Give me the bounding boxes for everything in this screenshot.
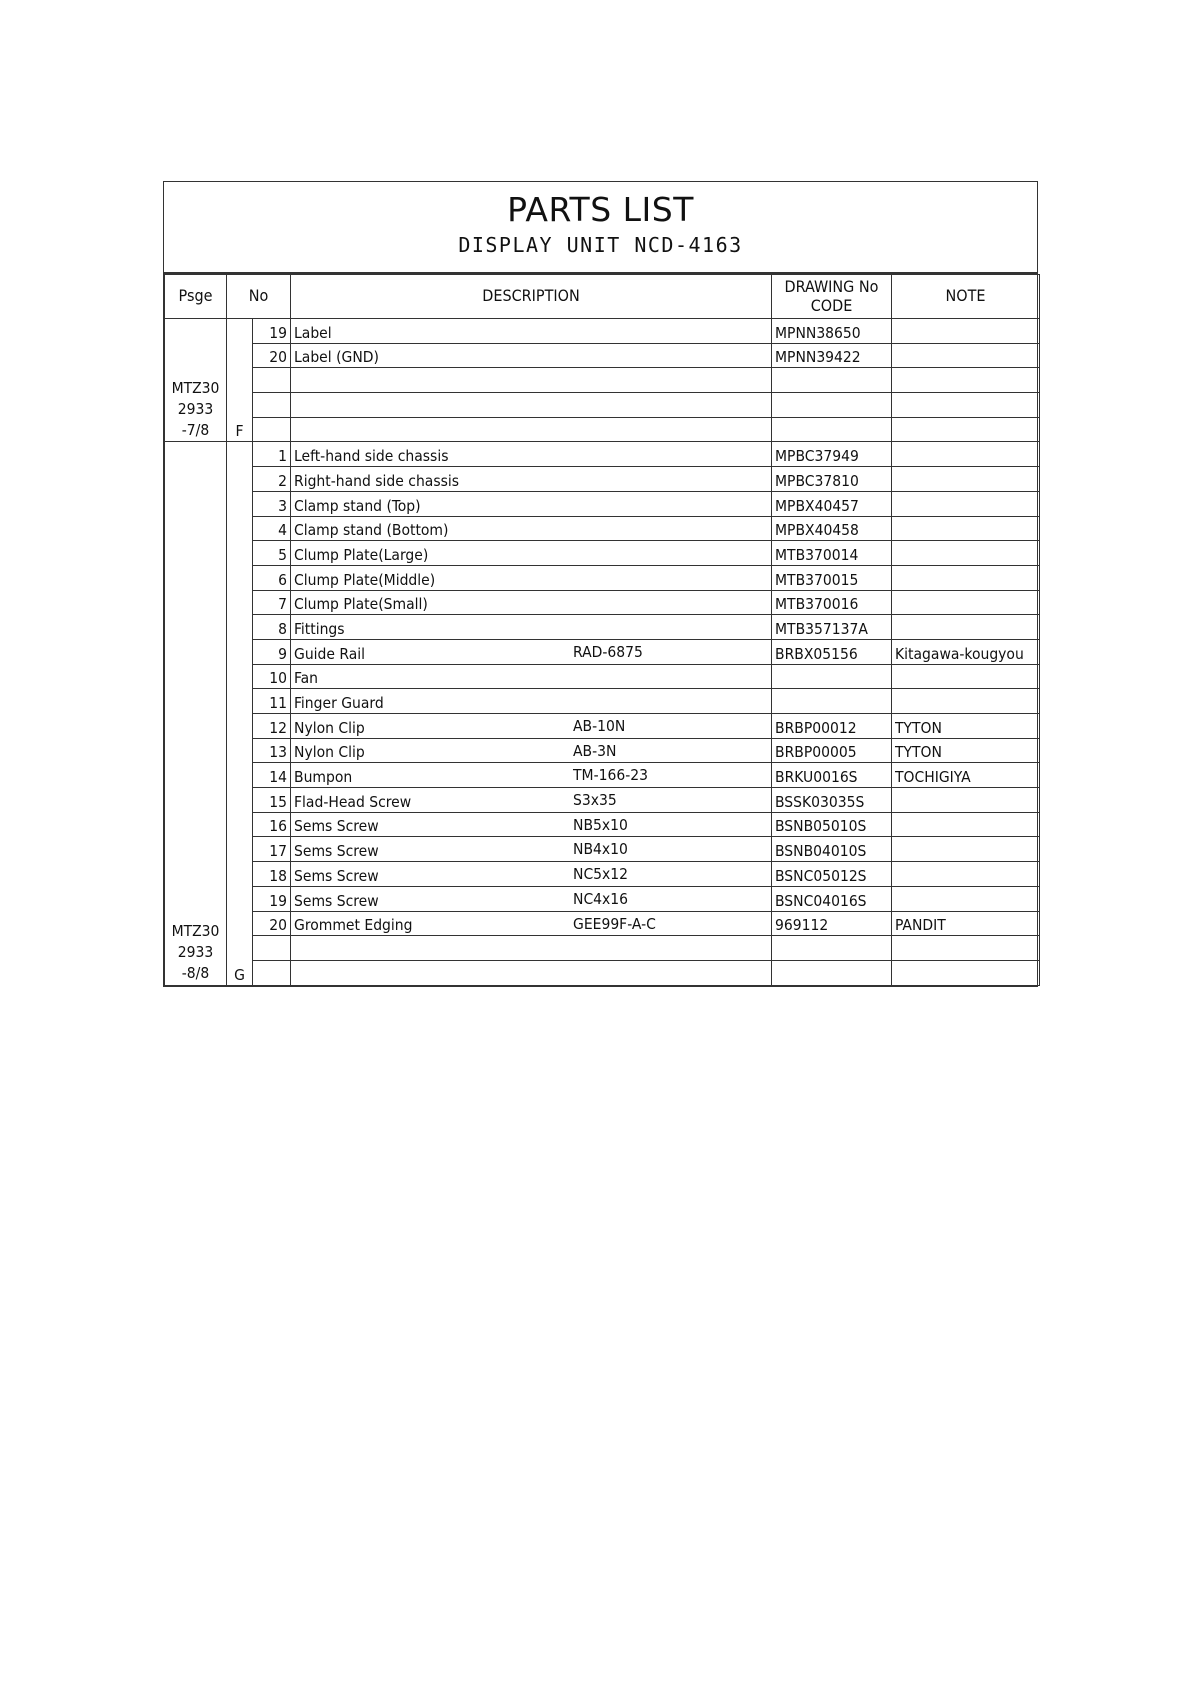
item-note: [892, 862, 1040, 887]
item-description-cell: [291, 862, 772, 887]
item-code: MPNN38650: [772, 319, 892, 344]
item-code: [772, 393, 892, 418]
item-note: [892, 590, 1040, 615]
item-note: [892, 442, 1040, 467]
item-code: MTB370014: [772, 541, 892, 566]
item-description-cell: [291, 837, 772, 862]
header-note: NOTE: [892, 275, 1040, 319]
section-letter: G: [227, 442, 253, 985]
page-ref-cell: [165, 442, 227, 985]
item-description-cell: [291, 960, 772, 985]
item-note: Kitagawa-kougyou: [892, 639, 1040, 664]
table-row: [165, 541, 1040, 566]
item-number: 1: [253, 442, 291, 467]
item-description: Grommet Edging: [294, 916, 413, 935]
parts-table-body: [165, 319, 1040, 986]
item-code: [772, 689, 892, 714]
item-number: 20: [253, 911, 291, 936]
item-description: Clamp stand (Top): [294, 496, 421, 515]
page-ref-line: -7/8: [181, 420, 210, 439]
item-note: [892, 886, 1040, 911]
item-code: [772, 417, 892, 442]
item-model: NC5x12: [573, 865, 629, 884]
item-note: [892, 936, 1040, 961]
item-description: Label: [294, 323, 332, 342]
item-description-cell: [291, 911, 772, 936]
item-number: 7: [253, 590, 291, 615]
table-row: [165, 491, 1040, 516]
item-note: [892, 960, 1040, 985]
item-model: NB4x10: [573, 840, 628, 859]
item-number: 16: [253, 812, 291, 837]
page-ref-line: MTZ30: [171, 921, 220, 940]
item-note: [892, 812, 1040, 837]
item-description: Clump Plate(Middle): [294, 570, 436, 589]
table-row: [165, 911, 1040, 936]
header-drawing-code: [772, 275, 892, 319]
item-note: [892, 541, 1040, 566]
table-row: [165, 936, 1040, 961]
item-description: Fan: [294, 669, 318, 688]
table-row: [165, 689, 1040, 714]
item-number: 14: [253, 763, 291, 788]
item-note: [892, 689, 1040, 714]
item-code: BSNC04016S: [772, 886, 892, 911]
item-code: MTB370015: [772, 565, 892, 590]
item-description-cell: [291, 689, 772, 714]
item-number: 9: [253, 639, 291, 664]
item-code: BRBP00012: [772, 714, 892, 739]
page-ref-line: MTZ30: [171, 378, 220, 397]
item-description: Sems Screw: [294, 866, 379, 885]
item-note: [892, 393, 1040, 418]
item-description-cell: [291, 516, 772, 541]
item-number: [253, 368, 291, 393]
item-number: 13: [253, 738, 291, 763]
table-row: [165, 565, 1040, 590]
item-model: AB-3N: [573, 741, 617, 760]
item-note: [892, 837, 1040, 862]
item-code: MPBC37810: [772, 467, 892, 492]
item-note: [892, 368, 1040, 393]
item-code: MTB357137A: [772, 615, 892, 640]
item-description: Sems Screw: [294, 817, 379, 836]
item-note: [892, 417, 1040, 442]
table-row: [165, 368, 1040, 393]
item-number: [253, 960, 291, 985]
item-number: 17: [253, 837, 291, 862]
item-code: [772, 936, 892, 961]
item-number: 19: [253, 319, 291, 344]
item-description-cell: [291, 812, 772, 837]
table-row: [165, 664, 1040, 689]
item-number: 12: [253, 714, 291, 739]
item-description-cell: [291, 319, 772, 344]
item-code: BRBP00005: [772, 738, 892, 763]
item-description: Guide Rail: [294, 644, 366, 663]
item-note: [892, 664, 1040, 689]
table-row: [165, 615, 1040, 640]
table-row: [165, 442, 1040, 467]
item-code: BRBX05156: [772, 639, 892, 664]
item-number: 8: [253, 615, 291, 640]
item-model: NB5x10: [573, 815, 628, 834]
item-description-cell: [291, 417, 772, 442]
item-description-cell: [291, 639, 772, 664]
table-row: [165, 837, 1040, 862]
header-drawing-no: DRAWING No: [784, 277, 879, 297]
item-code: 969112: [772, 911, 892, 936]
table-row: [165, 886, 1040, 911]
item-code: MPBX40457: [772, 491, 892, 516]
item-description-cell: [291, 886, 772, 911]
item-code: [772, 664, 892, 689]
header-page: Psge: [165, 275, 227, 319]
item-description: Clamp stand (Bottom): [294, 521, 449, 540]
item-description: Finger Guard: [294, 694, 384, 712]
page-ref-line: -8/8: [181, 963, 210, 982]
item-number: 19: [253, 886, 291, 911]
item-number: [253, 936, 291, 961]
item-number: 6: [253, 565, 291, 590]
item-model: TM-166-23: [573, 766, 648, 785]
item-number: 5: [253, 541, 291, 566]
item-description: Left-hand side chassis: [294, 447, 449, 466]
page-ref-line: 2933: [177, 942, 214, 961]
item-description: Fittings: [294, 619, 345, 638]
item-note: [892, 319, 1040, 344]
item-description: Nylon Clip: [294, 718, 365, 737]
parts-list-sheet: [163, 181, 1038, 987]
item-code: MPBC37949: [772, 442, 892, 467]
table-row: [165, 590, 1040, 615]
item-code: MPNN39422: [772, 343, 892, 368]
item-number: 10: [253, 664, 291, 689]
item-description: Flad-Head Screw: [294, 792, 412, 811]
table-row: [165, 812, 1040, 837]
item-code: BSNB04010S: [772, 837, 892, 862]
item-number: 4: [253, 516, 291, 541]
item-description: Clump Plate(Small): [294, 595, 428, 614]
section-letter: F: [227, 319, 253, 442]
document-title: PARTS LIST: [507, 190, 694, 229]
page-ref-cell: [165, 319, 227, 442]
item-note: [892, 516, 1040, 541]
table-row: [165, 714, 1040, 739]
item-note: PANDIT: [892, 911, 1040, 936]
page-ref-line: 2933: [177, 399, 214, 418]
table-row: [165, 343, 1040, 368]
item-model: S3x35: [573, 791, 617, 810]
header-code: CODE: [810, 295, 853, 315]
item-code: MTB370016: [772, 590, 892, 615]
header-no: No: [227, 275, 291, 319]
table-row: [165, 960, 1040, 985]
table-row: [165, 763, 1040, 788]
table-row: [165, 639, 1040, 664]
item-number: [253, 393, 291, 418]
item-note: [892, 615, 1040, 640]
item-description-cell: [291, 615, 772, 640]
item-description-cell: [291, 565, 772, 590]
table-row: [165, 467, 1040, 492]
item-code: BRKU0016S: [772, 763, 892, 788]
header-description: DESCRIPTION: [291, 275, 772, 319]
item-description: Label (GND): [294, 348, 379, 367]
item-note: TYTON: [892, 714, 1040, 739]
item-description-cell: [291, 590, 772, 615]
item-description: Right-hand side chassis: [294, 471, 460, 490]
item-number: 3: [253, 491, 291, 516]
table-row: [165, 738, 1040, 763]
item-note: TYTON: [892, 738, 1040, 763]
item-description-cell: [291, 788, 772, 813]
item-code: [772, 368, 892, 393]
item-description: Sems Screw: [294, 891, 379, 910]
item-number: [253, 417, 291, 442]
item-model: NC4x16: [573, 889, 629, 908]
item-note: [892, 788, 1040, 813]
item-note: [892, 565, 1040, 590]
table-row: [165, 417, 1040, 442]
table-row: [165, 393, 1040, 418]
item-description-cell: [291, 738, 772, 763]
item-description-cell: [291, 368, 772, 393]
table-row: [165, 319, 1040, 344]
item-description-cell: [291, 763, 772, 788]
item-code: BSNC05012S: [772, 862, 892, 887]
table-row: [165, 862, 1040, 887]
item-note: [892, 491, 1040, 516]
item-description: Nylon Clip: [294, 743, 365, 762]
item-model: AB-10N: [573, 717, 626, 735]
table-row: [165, 788, 1040, 813]
item-description-cell: [291, 343, 772, 368]
item-description-cell: [291, 936, 772, 961]
item-note: TOCHIGIYA: [892, 763, 1040, 788]
item-number: 11: [253, 689, 291, 714]
item-description-cell: [291, 714, 772, 739]
item-description-cell: [291, 491, 772, 516]
item-number: 20: [253, 343, 291, 368]
item-code: MPBX40458: [772, 516, 892, 541]
item-description-cell: [291, 541, 772, 566]
item-description-cell: [291, 467, 772, 492]
item-number: 2: [253, 467, 291, 492]
document-subtitle: DISPLAY UNIT NCD-4163: [458, 233, 743, 257]
item-note: [892, 467, 1040, 492]
item-description: Bumpon: [294, 768, 353, 787]
parts-table: [164, 274, 1040, 986]
item-code: [772, 960, 892, 985]
item-code: BSNB05010S: [772, 812, 892, 837]
item-description: Clump Plate(Large): [294, 545, 429, 564]
table-row: [165, 516, 1040, 541]
item-number: 18: [253, 862, 291, 887]
item-description: Sems Screw: [294, 842, 379, 861]
item-model: RAD-6875: [573, 642, 643, 661]
item-description-cell: [291, 664, 772, 689]
item-description-cell: [291, 393, 772, 418]
item-code: BSSK03035S: [772, 788, 892, 813]
item-description-cell: [291, 442, 772, 467]
item-note: [892, 343, 1040, 368]
item-number: 15: [253, 788, 291, 813]
header-row: [165, 275, 1040, 319]
title-block: [164, 182, 1037, 274]
item-model: GEE99F-A-C: [573, 914, 656, 933]
